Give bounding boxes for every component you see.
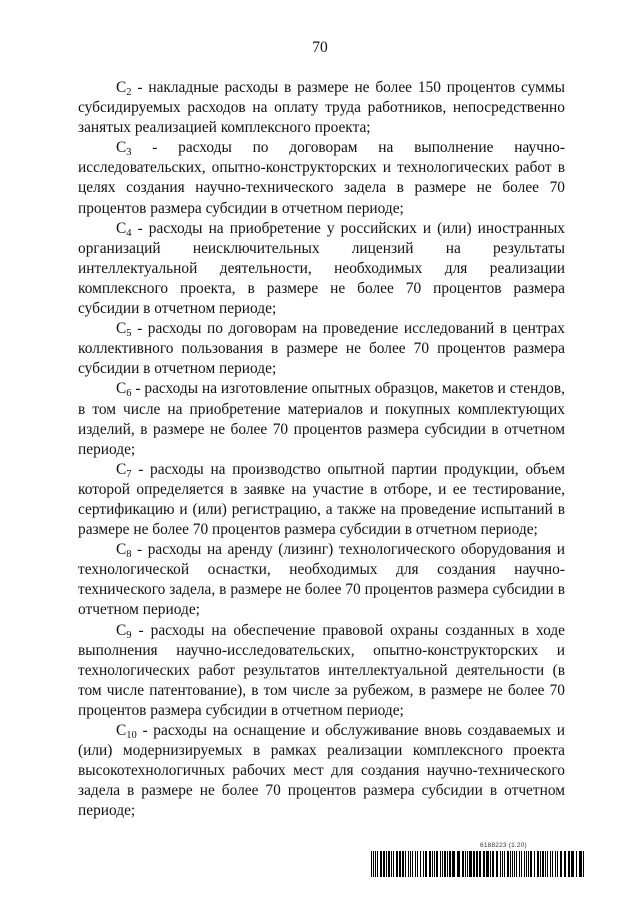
- variable-subscript: 2: [126, 87, 132, 98]
- paragraph-c7: [78, 460, 565, 540]
- paragraph-text: - расходы на производство опытной партии продукции, объем которой определяется в заявке на участие в отборе, и ее тестирование, сертификацию и (или) регистрацию, а также на проведение испытаний в размере не более 70 процентов размера субсидии в отчетном периоде;: [78, 460, 565, 539]
- variable-symbol: С: [116, 219, 127, 237]
- paragraph-c5: [78, 319, 565, 379]
- variable-subscript: 3: [126, 147, 132, 159]
- variable-symbol: С: [116, 139, 127, 157]
- paragraph-c10: [78, 721, 565, 821]
- paragraph-text: - расходы по договорам на проведение исследований в центрах коллективного пользования в размере не более 70 процентов размера субсидии в отчетном периоде;: [78, 320, 565, 378]
- paragraph-c9: [78, 621, 565, 721]
- paragraph-c2: [78, 78, 565, 138]
- paragraph-text: - расходы на оснащение и обслуживание вновь создаваемых и (или) модернизируемых в рамках реализации комплексного проекта высокотехнологичных рабочих мест для создания научно-технического задела в размере не более 70 процентов размера субсидии в отчетном периоде;: [78, 722, 565, 820]
- variable-subscript: 7: [126, 468, 132, 480]
- variable-symbol: С: [116, 460, 127, 478]
- paragraph-c8: [78, 540, 565, 620]
- paragraph-text: - расходы на обеспечение правовой охраны созданных в ходе выполнения научно-исследовательских, опытно-конструкторских и технологических работ результатов интеллектуальной деятельности (в том числе патентование), в том числе за рубежом, в размере не более 70 процентов размера субсидии в отчетном периоде;: [78, 621, 565, 719]
- paragraph-c4: [78, 219, 565, 319]
- variable-symbol: С: [116, 541, 127, 559]
- paragraph-text: - расходы на приобретение у российских и (или) иностранных организаций неисключительных лицензий на результаты интеллектуальной деятельности, необходимых для реализации комплексного проекта, в размере не более 70 процентов размера субсидии в отчетном периоде;: [78, 219, 565, 318]
- paragraph-text: - расходы на изготовление опытных образцов, макетов и стендов, в том числе на приобретение материалов и покупных комплектующих изделий, в размере не более 70 процентов размера субсидии в отчетном периоде;: [78, 380, 565, 458]
- variable-symbol: С: [116, 621, 127, 639]
- variable-subscript: 5: [126, 328, 132, 340]
- document-body: [78, 78, 565, 821]
- variable-subscript: 6: [126, 388, 132, 400]
- variable-symbol: С: [116, 380, 127, 398]
- variable-subscript: 8: [126, 549, 132, 561]
- variable-symbol: С: [116, 320, 127, 338]
- barcode-icon: [371, 851, 587, 877]
- paragraph-c3: [78, 138, 565, 218]
- variable-subscript: 10: [126, 730, 137, 741]
- page-number: 70: [312, 39, 328, 56]
- variable-subscript: 4: [126, 227, 132, 239]
- paragraph-text: - расходы на аренду (лизинг) технологического оборудования и технологической оснастки, необходимых для создания научно-технического задела, в размере не более 70 процентов размера субсидии в отчетном периоде;: [78, 541, 565, 619]
- variable-symbol: С: [116, 722, 127, 739]
- paragraph-text: - расходы по договорам на выполнение научно-исследовательских, опытно-конструкторских и технологических работ в целях создания научно-технического задела в размере не более 70 процентов размера субсидии в отчетном периоде;: [78, 139, 565, 217]
- paragraph-text: - накладные расходы в размере не более 150 процентов суммы субсидируемых расходов на оплату труда работников, непосредственно занятых реализацией комплексного проекта;: [78, 79, 565, 137]
- variable-subscript: 9: [126, 629, 132, 641]
- paragraph-c6: [78, 379, 565, 459]
- document-code: 6188223 (1.20): [480, 842, 527, 849]
- variable-symbol: С: [116, 79, 127, 96]
